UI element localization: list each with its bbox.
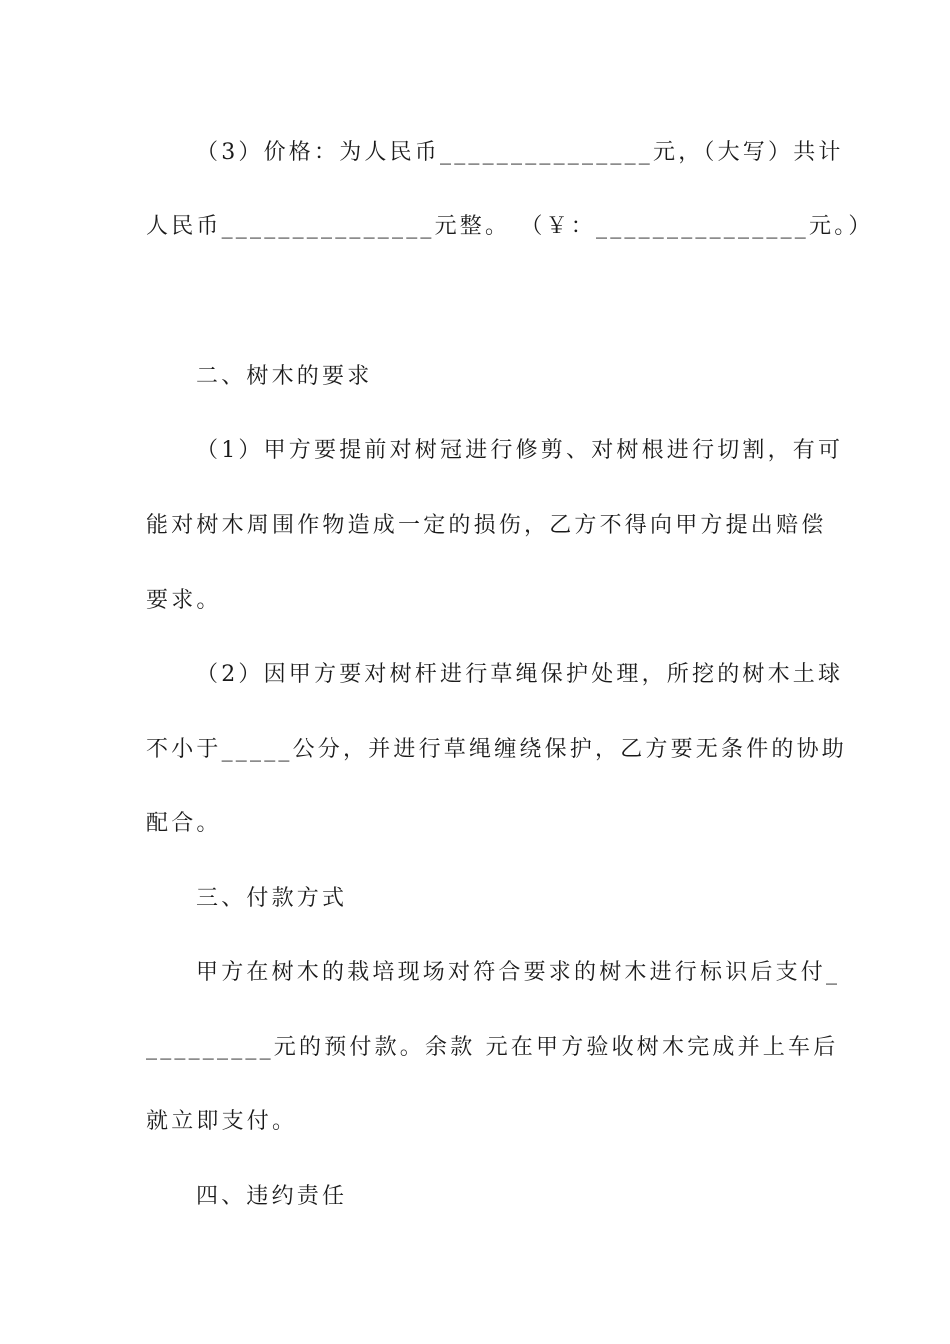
clause-2-line-1: （2）因甲方要对树杆进行草绳保护处理，所挖的树木土球 bbox=[196, 662, 844, 687]
price-clause-line-2: 人民币_______________元整。 （￥：_______________元。） bbox=[146, 214, 874, 239]
section-heading-payment-method: 三、付款方式 bbox=[196, 886, 348, 911]
payment-line-3: 就立即支付。 bbox=[146, 1109, 298, 1134]
payment-line-2: _________元的预付款。余款 元在甲方验收树木完成并上车后 bbox=[146, 1035, 839, 1060]
payment-line-1: 甲方在树木的栽培现场对符合要求的树木进行标识后支付_ bbox=[196, 960, 841, 985]
clause-2-line-3: 配合。 bbox=[146, 811, 222, 836]
section-heading-breach-liability: 四、违约责任 bbox=[196, 1184, 348, 1209]
clause-1-line-3: 要求。 bbox=[146, 588, 222, 613]
clause-1-line-2: 能对树木周围作物造成一定的损伤，乙方不得向甲方提出赔偿 bbox=[146, 513, 827, 538]
clause-1-line-1: （1）甲方要提前对树冠进行修剪、对树根进行切割，有可 bbox=[196, 438, 844, 463]
clause-2-line-2: 不小于_____公分，并进行草绳缠绕保护，乙方要无条件的协助 bbox=[146, 737, 848, 762]
price-clause-line-1: （3）价格：为人民币_______________元，（大写）共计 bbox=[196, 140, 844, 165]
section-heading-tree-requirements: 二、树木的要求 bbox=[196, 364, 373, 389]
